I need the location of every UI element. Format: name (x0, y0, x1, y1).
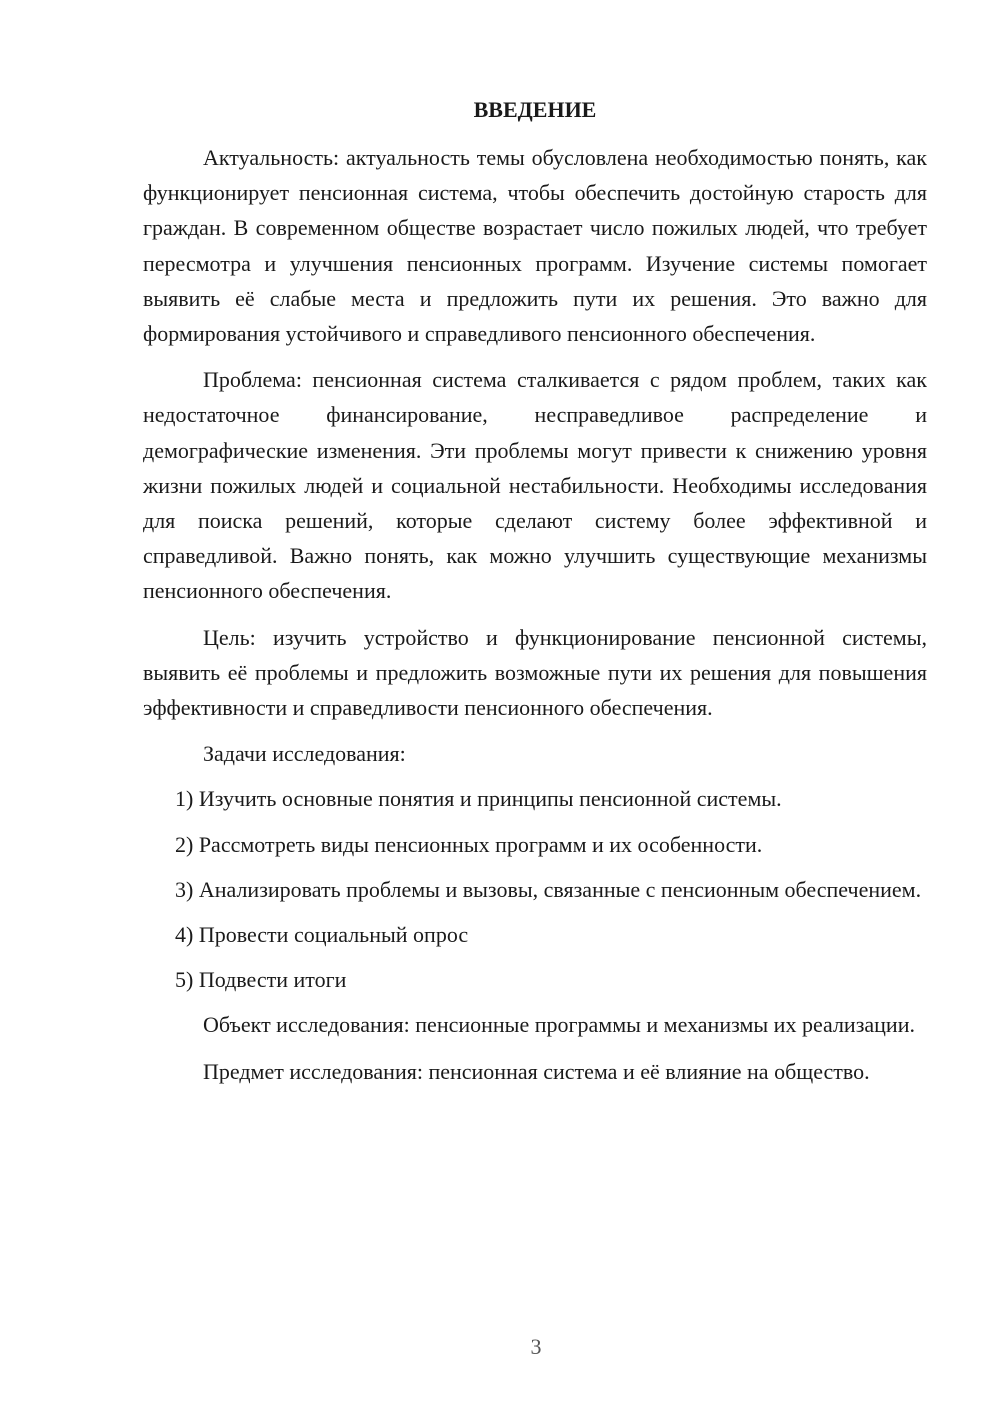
paragraph-relevance: Актуальность: актуальность темы обусловлена необходимостью понять, как функционирует пенсионная система, чтобы обеспечить достойную старость для граждан. В современном обществе возрастает число пожилых людей, что требует пересмотра и улучшения пенсионных программ. Изучение системы помогает выявить её слабые места и предложить пути их решения. Это важно для формирования устойчивого и справедливого пенсионного обеспечения. (143, 145, 927, 347)
task-item-4: 4) Провести социальный опрос (175, 922, 469, 948)
page-content (143, 94, 927, 1100)
paragraph-object: Объект исследования: пенсионные программы и механизмы их реализации. (203, 1012, 915, 1038)
page-number: 3 (530, 1334, 542, 1359)
paragraph-subject: Предмет исследования: пенсионная система и её влияние на общество. (203, 1058, 870, 1084)
task-item-2: 2) Рассмотреть виды пенсионных программ и их особенности. (175, 831, 763, 857)
paragraph-problem: Проблема: пенсионная система сталкивается с рядом проблем, таких как недостаточное финансирование, несправедливое распределение и демографические изменения. Эти проблемы могут привести к снижению уровня жизни пожилых людей и социальной нестабильности. Необходимы исследования для поиска решений, которые сделают систему более эффективной и справедливой. Важно понять, как можно улучшить существующие механизмы пенсионного обеспечения. (143, 367, 927, 604)
task-item-3: 3) Анализировать проблемы и вызовы, связанные с пенсионным обеспечением. (175, 876, 922, 902)
tasks-heading: Задачи исследования: (203, 741, 406, 767)
section-title: ВВЕДЕНИЕ (473, 97, 597, 122)
paragraph-goal: Цель: изучить устройство и функционирование пенсионной системы, выявить её проблемы и предложить возможные пути их решения для повышения эффективности и справедливости пенсионного обеспечения. (143, 624, 927, 721)
task-item-1: 1) Изучить основные понятия и принципы пенсионной системы. (175, 786, 782, 812)
task-item-5: 5) Подвести итоги (175, 967, 347, 993)
